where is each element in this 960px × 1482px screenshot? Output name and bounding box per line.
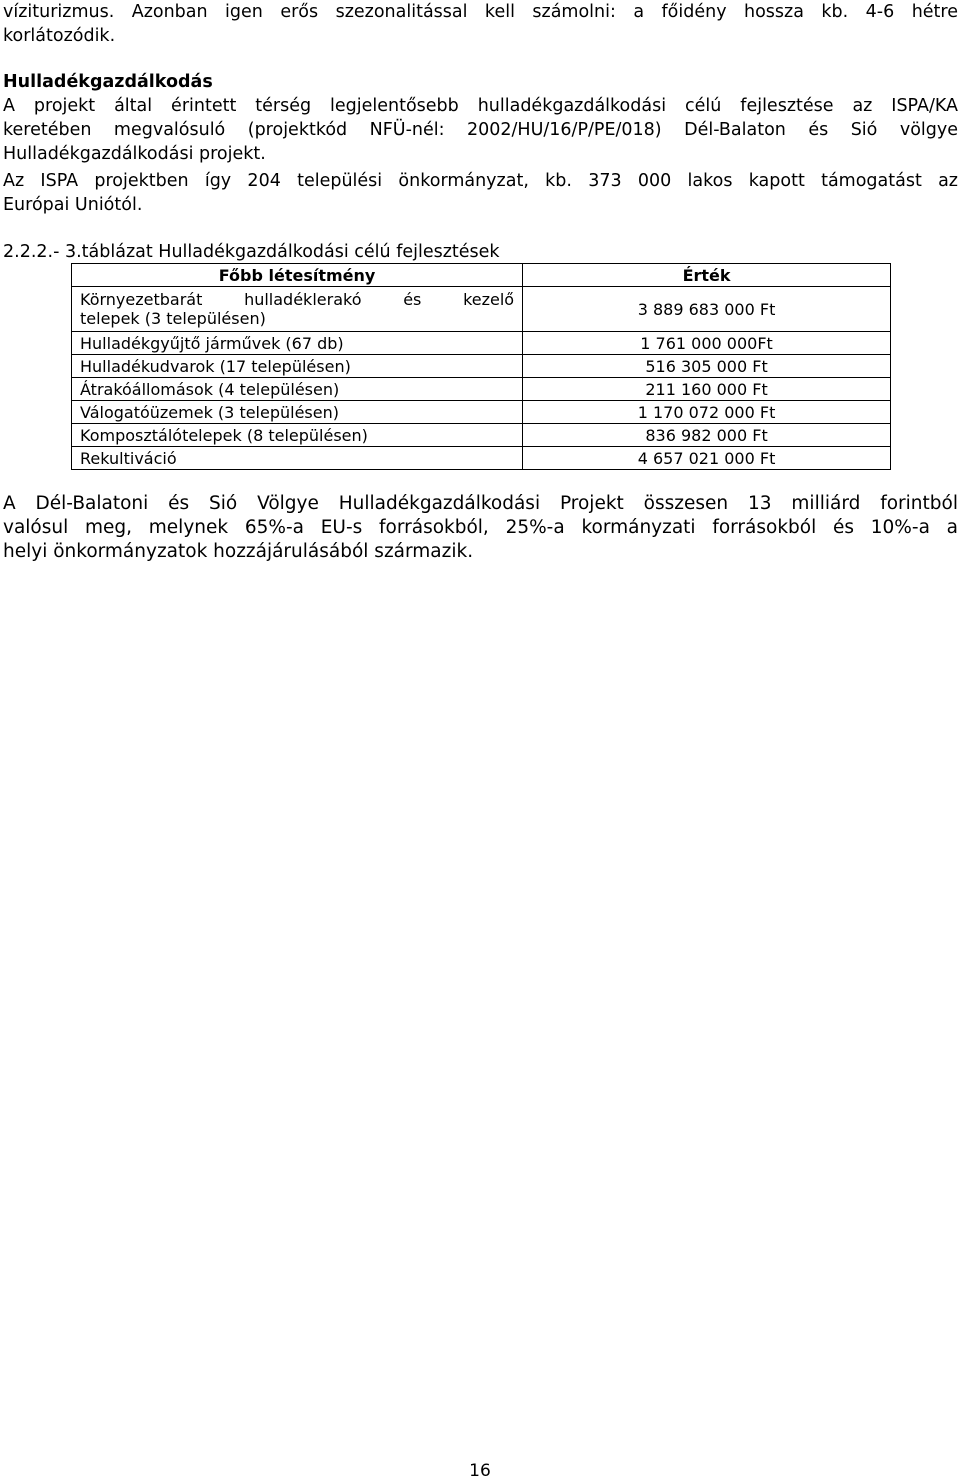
paragraph-line: Az ISPA projektben így 204 települési önkormányzat, kb. 373 000 lakos kapott támogatást az [3, 171, 958, 191]
table-row [72, 447, 891, 470]
section-heading: Hulladékgazdálkodás [3, 72, 213, 92]
facility-cell: Válogatóüzemek (3 településen) [72, 401, 523, 424]
page-number: 16 [469, 1461, 491, 1481]
facility-cell: Átrakóállomások (4 településen) [72, 378, 523, 401]
table-row [72, 424, 891, 447]
table-row [72, 378, 891, 401]
table-row [72, 355, 891, 378]
value-cell: 1 761 000 000Ft [523, 332, 891, 355]
facility-cell: Komposztálótelepek (8 településen) [72, 424, 523, 447]
value-cell: 836 982 000 Ft [523, 424, 891, 447]
paragraph-line: A Dél-Balatoni és Sió Völgye Hulladékgazdálkodási Projekt összesen 13 milliárd forintból [3, 493, 958, 514]
table-row [72, 287, 891, 332]
value-cell: 4 657 021 000 Ft [523, 447, 891, 470]
table-header-row [72, 264, 891, 287]
column-header-value: Érték [523, 264, 891, 287]
intro-line: korlátozódik. [3, 26, 116, 46]
table-caption: 2.2.2.- 3.táblázat Hulladékgazdálkodási célú fejlesztések [3, 242, 500, 262]
paragraph-line: Hulladékgazdálkodási projekt. [3, 144, 266, 164]
facility-cell: Hulladékudvarok (17 településen) [72, 355, 523, 378]
facility-cell: Hulladékgyűjtő járművek (67 db) [72, 332, 523, 355]
value-cell: 516 305 000 Ft [523, 355, 891, 378]
closing-paragraph [3, 492, 958, 564]
intro-line: víziturizmus. Azonban igen erős szezonalitással kell számolni: a főidény hossza kb. 4-6 hétre [3, 2, 958, 22]
column-header-facility: Főbb létesítmény [72, 264, 523, 287]
section-paragraph [3, 169, 958, 217]
costs-table [71, 263, 891, 470]
table-row [72, 332, 891, 355]
value-cell: 3 889 683 000 Ft [523, 287, 891, 332]
value-cell: 211 160 000 Ft [523, 378, 891, 401]
facility-cell: Rekultiváció [72, 447, 523, 470]
intro-paragraph [3, 0, 958, 48]
section-paragraph [3, 94, 958, 166]
facility-cell: Környezetbarát hulladéklerakó és kezelő telepek (3 településen) [72, 287, 523, 332]
paragraph-line: A projekt által érintett térség legjelentősebb hulladékgazdálkodási célú fejlesztése az ISPA/KA [3, 96, 958, 116]
value-cell: 1 170 072 000 Ft [523, 401, 891, 424]
paragraph-line: Európai Uniótól. [3, 195, 143, 215]
paragraph-line: keretében megvalósuló (projektkód NFÜ-nél: 2002/HU/16/P/PE/018) Dél-Balaton és Sió völgye [3, 120, 958, 140]
table-row [72, 401, 891, 424]
paragraph-line: valósul meg, melynek 65%-a EU-s forrásokból, 25%-a kormányzati forrásokból és 10%-a a [3, 517, 958, 538]
paragraph-line: helyi önkormányzatok hozzájárulásából származik. [3, 541, 474, 562]
